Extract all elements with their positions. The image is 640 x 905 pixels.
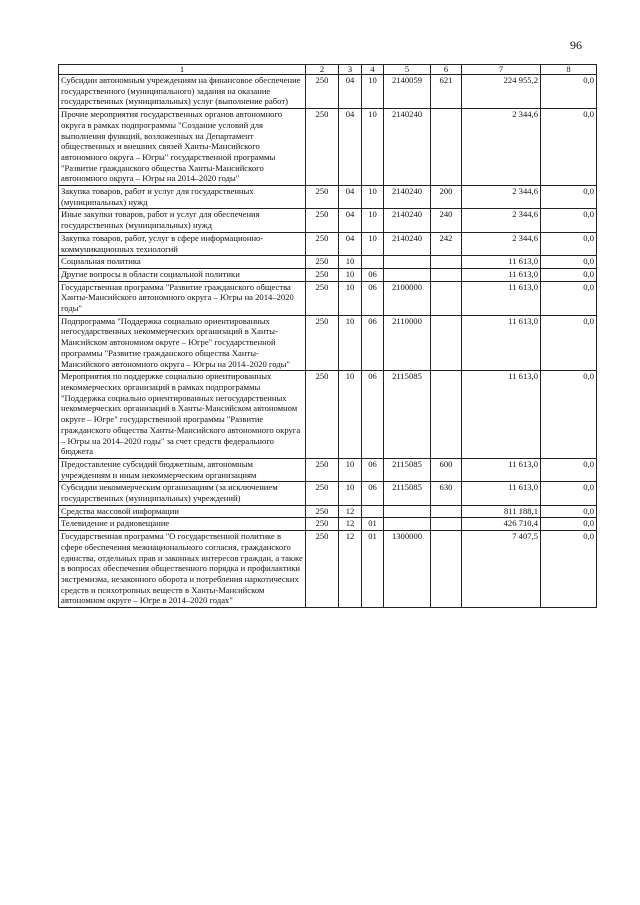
cell-amount: 2 344,6 [462,186,541,209]
table-row [59,268,597,281]
cell-amount: 7 407,5 [462,531,541,608]
cell-section-code: 10 [339,315,362,371]
cell-ved-code: 250 [306,209,339,232]
cell-expense-type [431,281,462,315]
table-row [59,371,597,459]
cell-amount: 11 613,0 [462,281,541,315]
cell-expense-type [431,315,462,371]
cell-target-code: 2115085 [384,371,431,459]
table-header-row [59,65,597,75]
cell-subsection-code: 10 [362,232,384,255]
cell-amount-2: 0,0 [541,186,597,209]
cell-expense-type: 240 [431,209,462,232]
cell-amount: 11 613,0 [462,482,541,505]
cell-name: Государственная программа "Развитие гражданского общества Ханты-Мансийского автономного округа – Югры на 2014–2020 годы" [59,281,306,315]
page-number: 96 [570,38,582,52]
cell-amount: 811 188,1 [462,505,541,518]
cell-name: Прочие мероприятия государственных органов автономного округа в рамках подпрограммы "Создание условий для выполнения функций, возложенных на Департамент общественных и внешних связей Ханты-Мансийского автономного округа – Югры" государственной программы "Развитие гражданского общества Ханты-Мансийского автономного округа – Югры на 2014–2020 годы" [59,109,306,186]
cell-target-code [384,518,431,531]
cell-expense-type [431,268,462,281]
cell-target-code: 2100000 [384,281,431,315]
cell-amount: 426 710,4 [462,518,541,531]
cell-expense-type [431,371,462,459]
cell-subsection-code: 10 [362,209,384,232]
column-header: 4 [362,65,384,75]
column-header: 1 [59,65,306,75]
cell-name: Государственная программа "О государственной политике в сфере обеспечения межнационального согласия, гражданского единства, отдельных прав и законных интересов граждан, а также в вопросах обеспечения общественного порядка и профилактики экстремизма, незаконного оборота и потребления наркотических средств и психотропных веществ в Ханты-Мансийском автономном округе – Югре в 2014–2020 годах" [59,531,306,608]
table-row [59,315,597,371]
cell-subsection-code: 10 [362,109,384,186]
table-row [59,209,597,232]
column-header: 2 [306,65,339,75]
table-row [59,109,597,186]
cell-amount: 2 344,6 [462,109,541,186]
cell-name: Телевидение и радиовещание [59,518,306,531]
cell-amount-2: 0,0 [541,315,597,371]
table-row [59,232,597,255]
cell-subsection-code: 06 [362,281,384,315]
cell-section-code: 04 [339,109,362,186]
cell-name: Предоставление субсидий бюджетным, автономным учреждениям и иным некоммерческим организациям [59,458,306,481]
cell-expense-type [431,531,462,608]
cell-section-code: 04 [339,209,362,232]
cell-subsection-code: 01 [362,531,384,608]
table-row [59,458,597,481]
table-row [59,281,597,315]
cell-subsection-code: 06 [362,458,384,481]
cell-expense-type: 630 [431,482,462,505]
cell-amount-2: 0,0 [541,505,597,518]
cell-amount-2: 0,0 [541,371,597,459]
cell-target-code [384,268,431,281]
cell-expense-type: 242 [431,232,462,255]
cell-ved-code: 250 [306,531,339,608]
cell-section-code: 04 [339,186,362,209]
cell-name: Закупка товаров, работ, услуг в сфере информационно-коммуникационных технологий [59,232,306,255]
cell-amount: 224 955,2 [462,75,541,109]
cell-name: Другие вопросы в области социальной политики [59,268,306,281]
cell-target-code: 2140240 [384,232,431,255]
table-row [59,505,597,518]
cell-amount-2: 0,0 [541,482,597,505]
cell-section-code: 10 [339,371,362,459]
table-row [59,531,597,608]
cell-amount: 11 613,0 [462,256,541,269]
cell-section-code: 12 [339,531,362,608]
cell-name: Закупка товаров, работ и услуг для государственных (муниципальных) нужд [59,186,306,209]
cell-section-code: 12 [339,505,362,518]
cell-target-code: 2140059 [384,75,431,109]
cell-amount-2: 0,0 [541,458,597,481]
cell-amount: 2 344,6 [462,209,541,232]
cell-ved-code: 250 [306,75,339,109]
cell-target-code: 2140240 [384,186,431,209]
cell-section-code: 10 [339,482,362,505]
table-row [59,518,597,531]
column-header: 3 [339,65,362,75]
cell-target-code: 2140240 [384,209,431,232]
cell-section-code: 10 [339,281,362,315]
cell-target-code: 2140240 [384,109,431,186]
cell-expense-type [431,505,462,518]
cell-target-code: 2115085 [384,482,431,505]
cell-ved-code: 250 [306,518,339,531]
cell-section-code: 04 [339,232,362,255]
cell-subsection-code: 10 [362,186,384,209]
cell-name: Субсидии автономным учреждениям на финансовое обеспечение государственного (муниципального) задания на оказание государственных (муниципальных) услуг (выполнение работ) [59,75,306,109]
cell-section-code: 12 [339,518,362,531]
cell-name: Мероприятия по поддержке социально ориентированных некоммерческих организаций в рамках подпрограммы "Поддержка социально ориентированных негосударственных некоммерческих организаций в Ханты-Мансийском автономном округе – Югре" государственной программы "Развитие гражданского общества Ханты-Мансийского автономного округа – Югры на 2014–2020 годы" за счет средств федерального бюджета [59,371,306,459]
cell-expense-type: 621 [431,75,462,109]
budget-table [58,64,597,608]
cell-ved-code: 250 [306,281,339,315]
cell-subsection-code: 01 [362,518,384,531]
cell-name: Подпрограмма "Поддержка социально ориентированных негосударственных некоммерческих организаций в Ханты-Мансийском автономном округе – Югре" государственной программы "Развитие гражданского общества Ханты-Мансийского автономного округа – Югры на 2014–2020 годы" [59,315,306,371]
cell-expense-type: 200 [431,186,462,209]
cell-target-code: 2115085 [384,458,431,481]
cell-target-code: 1300000 [384,531,431,608]
cell-subsection-code: 06 [362,482,384,505]
column-header: 7 [462,65,541,75]
cell-amount: 11 613,0 [462,315,541,371]
cell-amount-2: 0,0 [541,518,597,531]
cell-ved-code: 250 [306,315,339,371]
cell-subsection-code: 10 [362,75,384,109]
cell-amount: 2 344,6 [462,232,541,255]
table-row [59,186,597,209]
table-row [59,256,597,269]
cell-amount-2: 0,0 [541,232,597,255]
cell-target-code [384,256,431,269]
cell-ved-code: 250 [306,109,339,186]
column-header: 5 [384,65,431,75]
cell-section-code: 04 [339,75,362,109]
cell-amount-2: 0,0 [541,109,597,186]
cell-ved-code: 250 [306,232,339,255]
cell-expense-type [431,518,462,531]
cell-amount-2: 0,0 [541,256,597,269]
cell-name: Иные закупки товаров, работ и услуг для обеспечения государственных (муниципальных) нужд [59,209,306,232]
cell-amount-2: 0,0 [541,209,597,232]
cell-amount-2: 0,0 [541,531,597,608]
cell-name: Субсидии некоммерческим организациям (за исключением государственных (муниципальных) учреждений) [59,482,306,505]
column-header: 6 [431,65,462,75]
cell-expense-type [431,256,462,269]
table-row [59,75,597,109]
cell-name: Средства массовой информации [59,505,306,518]
cell-section-code: 10 [339,268,362,281]
cell-ved-code: 250 [306,186,339,209]
cell-target-code: 2110000 [384,315,431,371]
cell-amount: 11 613,0 [462,268,541,281]
cell-subsection-code: 06 [362,315,384,371]
cell-amount: 11 613,0 [462,458,541,481]
cell-ved-code: 250 [306,482,339,505]
cell-subsection-code: 06 [362,268,384,281]
cell-target-code [384,505,431,518]
cell-section-code: 10 [339,458,362,481]
column-header: 8 [541,65,597,75]
cell-subsection-code: 06 [362,371,384,459]
cell-subsection-code [362,505,384,518]
cell-section-code: 10 [339,256,362,269]
table-row [59,482,597,505]
cell-amount-2: 0,0 [541,75,597,109]
cell-ved-code: 250 [306,268,339,281]
cell-ved-code: 250 [306,371,339,459]
cell-expense-type [431,109,462,186]
table-body [59,75,597,608]
cell-amount: 11 613,0 [462,371,541,459]
cell-name: Социальная политика [59,256,306,269]
cell-expense-type: 600 [431,458,462,481]
cell-subsection-code [362,256,384,269]
cell-amount-2: 0,0 [541,268,597,281]
cell-ved-code: 250 [306,505,339,518]
cell-ved-code: 250 [306,256,339,269]
cell-amount-2: 0,0 [541,281,597,315]
cell-ved-code: 250 [306,458,339,481]
